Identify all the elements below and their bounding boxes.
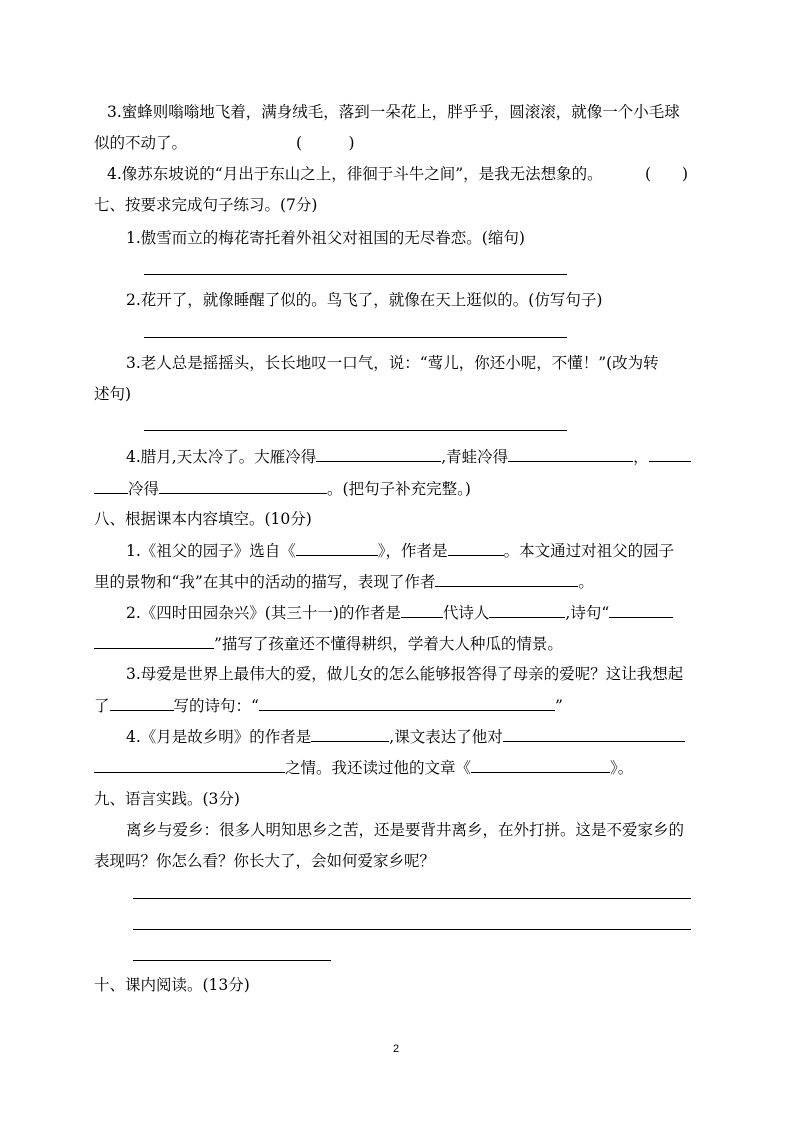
answer-paren[interactable]: ( ): [296, 134, 355, 152]
answer-line[interactable]: [133, 898, 691, 899]
fill-blank[interactable]: [448, 540, 504, 556]
fill-blank[interactable]: [94, 478, 128, 494]
fill-blank[interactable]: [649, 446, 691, 462]
question-text: 》。: [610, 759, 634, 777]
answer-line[interactable]: [133, 960, 331, 961]
answer-line[interactable]: [144, 274, 567, 275]
question-text: 写的诗句：“: [173, 697, 259, 715]
fill-blank[interactable]: [401, 602, 443, 618]
fill-blank[interactable]: [435, 571, 578, 587]
question-text: 。: [578, 573, 594, 591]
question-7-2: 2.花开了，就像睡醒了似的。鸟飞了，就像在天上逛似的。(仿写句子): [126, 291, 603, 309]
question-text: ，: [633, 448, 649, 466]
page-number: 2: [393, 1043, 400, 1055]
question-text: 冷得: [128, 480, 160, 498]
question-text: 里的景物和“我”在其中的活动的描写，表现了作者: [94, 573, 436, 591]
question-text: 。(把句子补充完整。): [327, 480, 471, 498]
question-text: 。本文通过对祖父的园子: [503, 542, 675, 560]
fill-blank[interactable]: [94, 633, 214, 649]
question-7-3-line2: 述句): [94, 385, 132, 403]
question-8-2-line2: [94, 633, 563, 654]
fill-blank[interactable]: [508, 446, 633, 462]
question-8-1-line2: [94, 571, 594, 592]
question-text: ,诗句“: [565, 604, 610, 622]
fill-blank[interactable]: [159, 478, 327, 494]
fill-blank[interactable]: [609, 602, 673, 618]
question-8-2-line1: [126, 602, 673, 623]
answer-line[interactable]: [144, 337, 567, 338]
prompt-line1: 离乡与爱乡：很多人明知思乡之苦，还是要背井离乡，在外打拼。这是不爱家乡的: [126, 821, 685, 839]
fill-blank[interactable]: [259, 695, 555, 711]
question-8-3-line1: 3.母爱是世界上最伟大的爱，做儿女的怎么能够报答得了母亲的爱呢？这让我想起: [126, 665, 684, 683]
answer-line[interactable]: [144, 430, 567, 431]
question-6-3-line2: 似的不动了。: [94, 134, 188, 152]
fill-blank[interactable]: [489, 602, 565, 618]
fill-blank[interactable]: [110, 695, 174, 711]
fill-blank[interactable]: [94, 757, 285, 773]
question-text: ,青蛙冷得: [441, 448, 509, 466]
question-7-1: 1.傲雪而立的梅花寄托着外祖父对祖国的无尽眷恋。(缩句): [126, 229, 525, 247]
question-text: 2.《四时田园杂兴》(其三十一)的作者是: [126, 604, 401, 622]
fill-blank[interactable]: [471, 757, 610, 773]
section-heading-8: 八、根据课本内容填空。(10分): [94, 510, 312, 528]
question-text: ”: [554, 697, 563, 715]
question-8-3-line2: [94, 695, 563, 716]
question-7-3-line1: 3.老人总是摇摇头，长长地叹一口气，说：“莺儿，你还小呢，不懂！”(改为转: [126, 354, 659, 372]
fill-blank[interactable]: [311, 726, 389, 742]
question-text: 4.腊月,天太冷了。大雁冷得: [126, 448, 317, 466]
question-text: 1.《祖父的园子》选自《: [126, 542, 296, 560]
question-7-4-line2: [94, 478, 471, 499]
answer-line[interactable]: [133, 929, 691, 930]
question-text: ”描写了孩童还不懂得耕织，学着大人种瓜的情景。: [214, 635, 563, 653]
question-6-4: 4.像苏东坡说的“月出于东山之上，徘徊于斗牛之间”，是我无法想象的。: [107, 165, 603, 183]
question-8-4-line2: [94, 757, 633, 778]
fill-blank[interactable]: [503, 726, 685, 742]
question-text: 4.《月是故乡明》的作者是: [126, 728, 312, 746]
section-heading-10: 十、课内阅读。(13分): [94, 976, 250, 994]
question-8-4-line1: [126, 726, 685, 747]
section-heading-7: 七、按要求完成句子练习。(7分): [94, 196, 318, 214]
question-7-4-line1: [126, 446, 691, 467]
fill-blank[interactable]: [316, 446, 441, 462]
section-heading-9: 九、语言实践。(3分): [94, 790, 240, 808]
question-text: ,课文表达了他对: [389, 728, 503, 746]
question-text: 代诗人: [442, 604, 490, 622]
question-text: 了: [94, 697, 110, 715]
question-8-1-line1: [126, 540, 674, 561]
question-text: 》，作者是: [377, 542, 448, 560]
question-text: 之情。我还读过他的文章《: [285, 759, 472, 777]
fill-blank[interactable]: [296, 540, 378, 556]
prompt-line2: 表现吗？你怎么看？你长大了，会如何爱家乡呢？: [94, 852, 436, 870]
answer-paren[interactable]: ( ): [645, 165, 689, 183]
question-6-3-line1: 3.蜜蜂则嗡嗡地飞着，满身绒毛，落到一朵花上，胖乎乎，圆滚滚，就像一个小毛球: [107, 103, 680, 121]
